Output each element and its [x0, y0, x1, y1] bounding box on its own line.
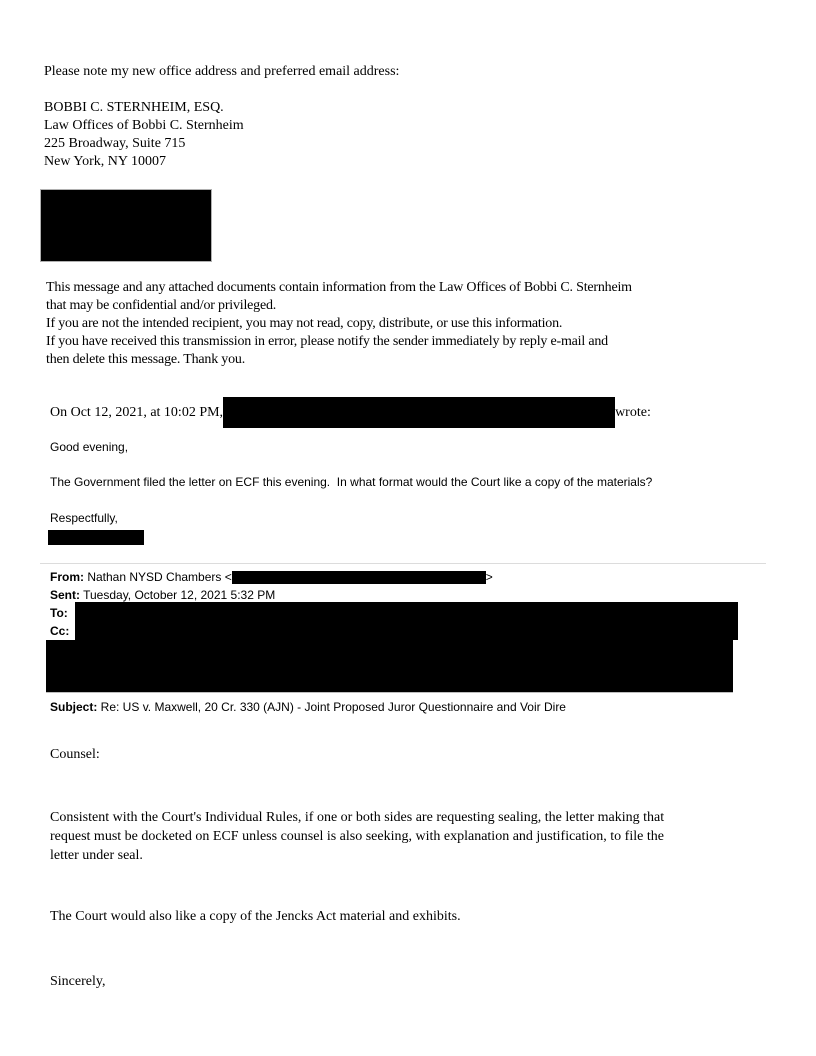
disclaimer-line: If you are not the intended recipient, you may not read, copy, distribute, or use this information. [46, 316, 563, 331]
address-name: BOBBI C. STERNHEIM, ESQ. [44, 100, 224, 115]
to-label: To: [50, 606, 68, 620]
court-paragraph-sealing [50, 808, 664, 865]
from-close-bracket: > [485, 570, 493, 584]
subject-value: Re: US v. Maxwell, 20 Cr. 330 (AJN) - Joint Proposed Juror Questionnaire and Voir Dire [97, 700, 566, 714]
office-address-note: Please note my new office address and preferred email address: [44, 64, 400, 79]
redaction-contact-info [40, 189, 212, 262]
sent-value: Tuesday, October 12, 2021 5:32 PM [80, 588, 276, 602]
redaction-signature [48, 530, 144, 545]
cc-label: Cc: [50, 624, 70, 638]
redaction-sender-name [223, 397, 615, 428]
address-street: 225 Broadway, Suite 715 [44, 136, 186, 151]
address-firm: Law Offices of Bobbi C. Sternheim [44, 118, 244, 133]
sent-label: Sent: [50, 588, 80, 602]
quote-attribution-prefix: On Oct 12, 2021, at 10:02 PM, [50, 404, 224, 420]
subject-label: Subject: [50, 700, 98, 714]
disclaimer-line: then delete this message. Thank you. [46, 352, 245, 367]
disclaimer-line: This message and any attached documents contain information from the Law Offices of Bobbi C. Sternheim [46, 280, 632, 295]
address-block [44, 99, 244, 171]
redaction-to-cc-recipients [75, 602, 738, 640]
redaction-recipient-list [46, 640, 733, 693]
redaction-from-email [232, 571, 486, 584]
header-subject-line [50, 698, 566, 716]
court-salutation: Counsel: [50, 747, 100, 762]
confidentiality-disclaimer [46, 279, 632, 369]
court-paragraph-line: request must be docketed on ECF unless counsel is also seeking, with explanation and justification, to file the [50, 829, 664, 844]
quote-attribution [50, 397, 651, 428]
address-city: New York, NY 10007 [44, 154, 166, 169]
court-signoff: Sincerely, [50, 974, 106, 989]
disclaimer-line: If you have received this transmission in error, please notify the sender immediately by reply e-mail and [46, 334, 608, 349]
header-from-line [50, 568, 493, 586]
quote-attribution-suffix: wrote: [615, 404, 651, 420]
from-label: From: [50, 570, 84, 584]
reply-greeting: Good evening, [50, 440, 129, 454]
court-paragraph-line: Consistent with the Court's Individual Rules, if one or both sides are requesting sealing, the letter making that [50, 810, 665, 825]
court-paragraph-jencks: The Court would also like a copy of the Jencks Act material and exhibits. [50, 909, 461, 924]
from-value: Nathan NYSD Chambers < [84, 570, 232, 584]
disclaimer-line: that may be confidential and/or privileged. [46, 298, 277, 313]
reply-body: The Government filed the letter on ECF this evening. In what format would the Court like a copy of the materials? [50, 475, 653, 489]
court-paragraph-line: letter under seal. [50, 848, 143, 863]
thread-separator-line [40, 563, 766, 564]
reply-signoff: Respectfully, [50, 511, 118, 525]
